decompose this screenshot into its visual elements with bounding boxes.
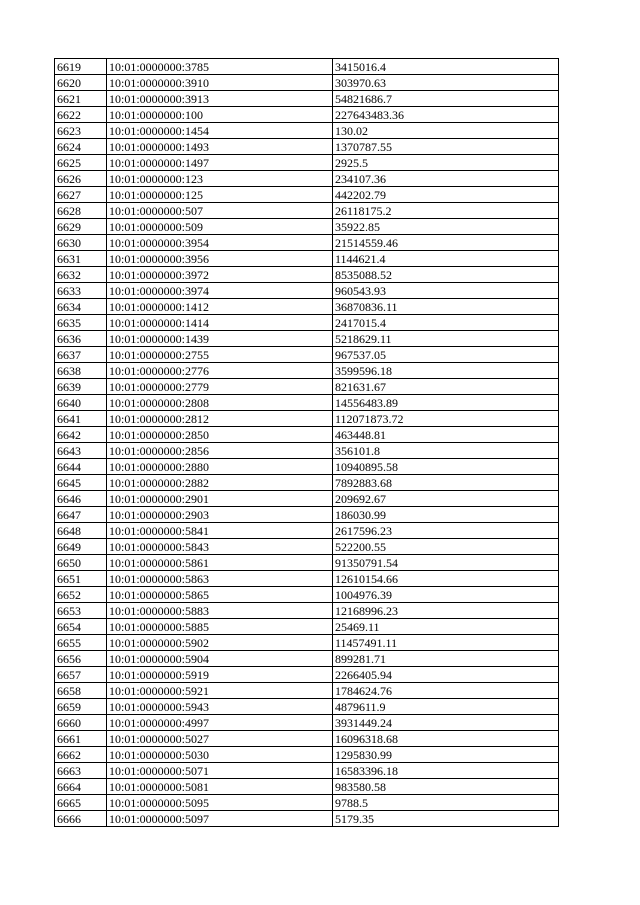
row-number-cell: 6625: [55, 155, 107, 171]
cadastral-number-cell: 10:01:0000000:3954: [107, 235, 333, 251]
table-row: [55, 539, 559, 555]
row-number-cell: 6660: [55, 715, 107, 731]
value-cell: 821631.67: [333, 379, 559, 395]
cadastral-number-cell: 10:01:0000000:1497: [107, 155, 333, 171]
cadastral-number-cell: 10:01:0000000:3974: [107, 283, 333, 299]
table-row: [55, 123, 559, 139]
value-cell: 7892883.68: [333, 475, 559, 491]
table-row: [55, 555, 559, 571]
value-cell: 356101.8: [333, 443, 559, 459]
table-row: [55, 779, 559, 795]
table-row: [55, 715, 559, 731]
cadastral-number-cell: 10:01:0000000:1454: [107, 123, 333, 139]
cadastral-number-cell: 10:01:0000000:5095: [107, 795, 333, 811]
table-row: [55, 331, 559, 347]
value-cell: 442202.79: [333, 187, 559, 203]
value-cell: 91350791.54: [333, 555, 559, 571]
table-row: [55, 107, 559, 123]
value-cell: 54821686.7: [333, 91, 559, 107]
cadastral-number-cell: 10:01:0000000:2755: [107, 347, 333, 363]
table-row: [55, 171, 559, 187]
row-number-cell: 6632: [55, 267, 107, 283]
row-number-cell: 6634: [55, 299, 107, 315]
table-row: [55, 379, 559, 395]
cadastral-number-cell: 10:01:0000000:5919: [107, 667, 333, 683]
value-cell: 4879611.9: [333, 699, 559, 715]
table-row: [55, 91, 559, 107]
cadastral-number-cell: 10:01:0000000:5885: [107, 619, 333, 635]
value-cell: 2266405.94: [333, 667, 559, 683]
table-row: [55, 219, 559, 235]
table-row: [55, 587, 559, 603]
table-row: [55, 347, 559, 363]
row-number-cell: 6639: [55, 379, 107, 395]
value-cell: 130.02: [333, 123, 559, 139]
row-number-cell: 6631: [55, 251, 107, 267]
cadastral-number-cell: 10:01:0000000:5081: [107, 779, 333, 795]
row-number-cell: 6662: [55, 747, 107, 763]
row-number-cell: 6649: [55, 539, 107, 555]
value-cell: 16583396.18: [333, 763, 559, 779]
row-number-cell: 6656: [55, 651, 107, 667]
cadastral-number-cell: 10:01:0000000:509: [107, 219, 333, 235]
table-row: [55, 491, 559, 507]
table-row: [55, 235, 559, 251]
value-cell: 26118175.2: [333, 203, 559, 219]
table-row: [55, 523, 559, 539]
value-cell: 1295830.99: [333, 747, 559, 763]
cadastral-number-cell: 10:01:0000000:2812: [107, 411, 333, 427]
table-row: [55, 475, 559, 491]
row-number-cell: 6646: [55, 491, 107, 507]
table-row: [55, 155, 559, 171]
value-cell: 5179.35: [333, 811, 559, 827]
table-row: [55, 699, 559, 715]
row-number-cell: 6627: [55, 187, 107, 203]
table-row: [55, 795, 559, 811]
table-row: [55, 251, 559, 267]
value-cell: 8535088.52: [333, 267, 559, 283]
row-number-cell: 6644: [55, 459, 107, 475]
row-number-cell: 6629: [55, 219, 107, 235]
value-cell: 11457491.11: [333, 635, 559, 651]
row-number-cell: 6664: [55, 779, 107, 795]
row-number-cell: 6652: [55, 587, 107, 603]
table-row: [55, 139, 559, 155]
table-body: [55, 59, 559, 827]
table-row: [55, 187, 559, 203]
cadastral-number-cell: 10:01:0000000:5904: [107, 651, 333, 667]
table-row: [55, 571, 559, 587]
row-number-cell: 6666: [55, 811, 107, 827]
value-cell: 21514559.46: [333, 235, 559, 251]
table-row: [55, 363, 559, 379]
value-cell: 5218629.11: [333, 331, 559, 347]
value-cell: 3415016.4: [333, 59, 559, 75]
cadastral-number-cell: 10:01:0000000:2880: [107, 459, 333, 475]
value-cell: 186030.99: [333, 507, 559, 523]
table-row: [55, 203, 559, 219]
row-number-cell: 6654: [55, 619, 107, 635]
value-cell: 12610154.66: [333, 571, 559, 587]
cadastral-number-cell: 10:01:0000000:5921: [107, 683, 333, 699]
row-number-cell: 6635: [55, 315, 107, 331]
cadastral-number-cell: 10:01:0000000:3913: [107, 91, 333, 107]
table-row: [55, 459, 559, 475]
cadastral-number-cell: 10:01:0000000:507: [107, 203, 333, 219]
cadastral-number-cell: 10:01:0000000:5865: [107, 587, 333, 603]
cadastral-number-cell: 10:01:0000000:5097: [107, 811, 333, 827]
row-number-cell: 6665: [55, 795, 107, 811]
cadastral-number-cell: 10:01:0000000:5030: [107, 747, 333, 763]
value-cell: 899281.71: [333, 651, 559, 667]
cadastral-number-cell: 10:01:0000000:1412: [107, 299, 333, 315]
table-row: [55, 75, 559, 91]
cadastral-number-cell: 10:01:0000000:125: [107, 187, 333, 203]
value-cell: 2925.5: [333, 155, 559, 171]
row-number-cell: 6651: [55, 571, 107, 587]
row-number-cell: 6636: [55, 331, 107, 347]
value-cell: 10940895.58: [333, 459, 559, 475]
cadastral-number-cell: 10:01:0000000:5843: [107, 539, 333, 555]
row-number-cell: 6648: [55, 523, 107, 539]
table-row: [55, 283, 559, 299]
table-row: [55, 619, 559, 635]
cadastral-number-cell: 10:01:0000000:3956: [107, 251, 333, 267]
value-cell: 227643483.36: [333, 107, 559, 123]
table-row: [55, 811, 559, 827]
row-number-cell: 6637: [55, 347, 107, 363]
table-row: [55, 651, 559, 667]
row-number-cell: 6626: [55, 171, 107, 187]
table-row: [55, 59, 559, 75]
cadastral-number-cell: 10:01:0000000:5027: [107, 731, 333, 747]
value-cell: 25469.11: [333, 619, 559, 635]
value-cell: 12168996.23: [333, 603, 559, 619]
table-row: [55, 635, 559, 651]
row-number-cell: 6657: [55, 667, 107, 683]
value-cell: 983580.58: [333, 779, 559, 795]
row-number-cell: 6623: [55, 123, 107, 139]
row-number-cell: 6643: [55, 443, 107, 459]
cadastral-number-cell: 10:01:0000000:123: [107, 171, 333, 187]
cadastral-number-cell: 10:01:0000000:5841: [107, 523, 333, 539]
value-cell: 303970.63: [333, 75, 559, 91]
table-row: [55, 667, 559, 683]
row-number-cell: 6653: [55, 603, 107, 619]
cadastral-number-cell: 10:01:0000000:3785: [107, 59, 333, 75]
value-cell: 2417015.4: [333, 315, 559, 331]
row-number-cell: 6658: [55, 683, 107, 699]
table-row: [55, 603, 559, 619]
table-row: [55, 763, 559, 779]
value-cell: 209692.67: [333, 491, 559, 507]
row-number-cell: 6638: [55, 363, 107, 379]
table-row: [55, 443, 559, 459]
value-cell: 522200.55: [333, 539, 559, 555]
cadastral-number-cell: 10:01:0000000:2808: [107, 395, 333, 411]
table-row: [55, 683, 559, 699]
table-row: [55, 395, 559, 411]
cadastral-number-cell: 10:01:0000000:2903: [107, 507, 333, 523]
value-cell: 3599596.18: [333, 363, 559, 379]
value-cell: 3931449.24: [333, 715, 559, 731]
cadastral-number-cell: 10:01:0000000:5943: [107, 699, 333, 715]
table-row: [55, 507, 559, 523]
cadastral-number-cell: 10:01:0000000:4997: [107, 715, 333, 731]
table-row: [55, 747, 559, 763]
cadastral-number-cell: 10:01:0000000:2856: [107, 443, 333, 459]
value-cell: 16096318.68: [333, 731, 559, 747]
row-number-cell: 6659: [55, 699, 107, 715]
cadastral-number-cell: 10:01:0000000:5863: [107, 571, 333, 587]
row-number-cell: 6647: [55, 507, 107, 523]
row-number-cell: 6641: [55, 411, 107, 427]
table-row: [55, 299, 559, 315]
cadastral-number-cell: 10:01:0000000:2779: [107, 379, 333, 395]
cadastral-number-cell: 10:01:0000000:5883: [107, 603, 333, 619]
row-number-cell: 6655: [55, 635, 107, 651]
cadastral-number-cell: 10:01:0000000:2776: [107, 363, 333, 379]
row-number-cell: 6628: [55, 203, 107, 219]
value-cell: 2617596.23: [333, 523, 559, 539]
value-cell: 1004976.39: [333, 587, 559, 603]
cadastral-number-cell: 10:01:0000000:5902: [107, 635, 333, 651]
value-cell: 14556483.89: [333, 395, 559, 411]
table-row: [55, 427, 559, 443]
value-cell: 36870836.11: [333, 299, 559, 315]
cadastral-number-cell: 10:01:0000000:1493: [107, 139, 333, 155]
cadastral-number-cell: 10:01:0000000:3910: [107, 75, 333, 91]
cadastral-number-cell: 10:01:0000000:5861: [107, 555, 333, 571]
value-cell: 1370787.55: [333, 139, 559, 155]
table-row: [55, 731, 559, 747]
cadastral-number-cell: 10:01:0000000:100: [107, 107, 333, 123]
row-number-cell: 6640: [55, 395, 107, 411]
row-number-cell: 6645: [55, 475, 107, 491]
table-row: [55, 315, 559, 331]
row-number-cell: 6633: [55, 283, 107, 299]
cadastral-number-cell: 10:01:0000000:2882: [107, 475, 333, 491]
value-cell: 234107.36: [333, 171, 559, 187]
value-cell: 9788.5: [333, 795, 559, 811]
row-number-cell: 6624: [55, 139, 107, 155]
value-cell: 1784624.76: [333, 683, 559, 699]
row-number-cell: 6620: [55, 75, 107, 91]
cadastral-number-cell: 10:01:0000000:2850: [107, 427, 333, 443]
cadastral-number-cell: 10:01:0000000:3972: [107, 267, 333, 283]
table-row: [55, 411, 559, 427]
row-number-cell: 6630: [55, 235, 107, 251]
row-number-cell: 6663: [55, 763, 107, 779]
cadastral-number-cell: 10:01:0000000:1439: [107, 331, 333, 347]
row-number-cell: 6661: [55, 731, 107, 747]
value-cell: 967537.05: [333, 347, 559, 363]
row-number-cell: 6642: [55, 427, 107, 443]
value-cell: 35922.85: [333, 219, 559, 235]
cadastral-number-cell: 10:01:0000000:1414: [107, 315, 333, 331]
row-number-cell: 6622: [55, 107, 107, 123]
value-cell: 960543.93: [333, 283, 559, 299]
row-number-cell: 6619: [55, 59, 107, 75]
value-cell: 112071873.72: [333, 411, 559, 427]
table-row: [55, 267, 559, 283]
value-cell: 1144621.4: [333, 251, 559, 267]
cadastral-number-cell: 10:01:0000000:2901: [107, 491, 333, 507]
value-cell: 463448.81: [333, 427, 559, 443]
cadastral-number-cell: 10:01:0000000:5071: [107, 763, 333, 779]
row-number-cell: 6621: [55, 91, 107, 107]
row-number-cell: 6650: [55, 555, 107, 571]
data-table: [54, 58, 559, 827]
